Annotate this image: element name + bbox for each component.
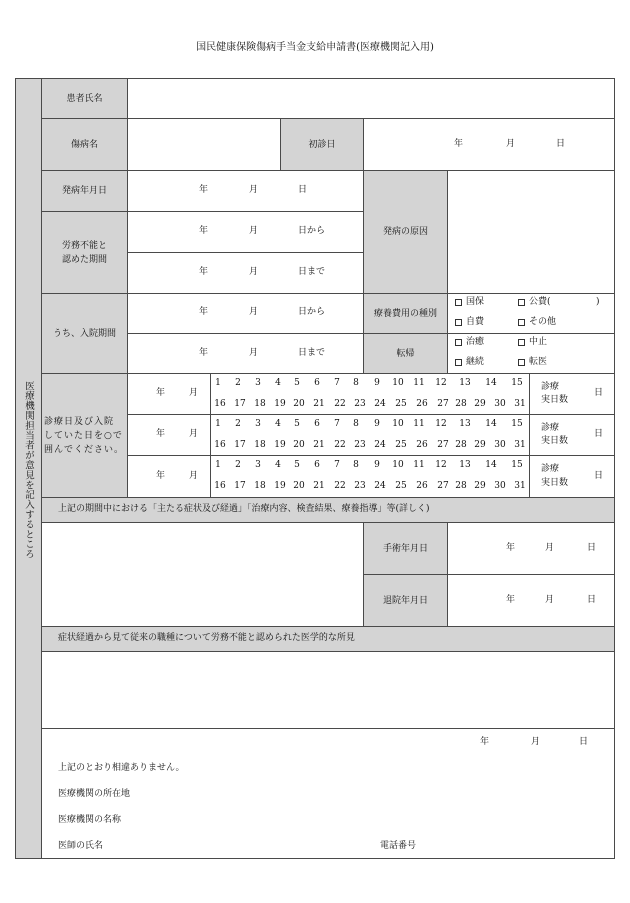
outcome-label-cell [363, 333, 448, 374]
institution-name-label: 医療機関の名称 [58, 815, 122, 825]
calendar-day[interactable]: 2 [235, 378, 241, 388]
calendar-day[interactable]: 28 [455, 399, 467, 409]
surgery-date-label-cell [363, 522, 448, 575]
calendar-day[interactable]: 31 [514, 481, 526, 491]
hospitalization-from-field[interactable] [127, 293, 364, 334]
calendar-day[interactable]: 16 [214, 399, 226, 409]
checkbox-icon[interactable] [455, 299, 462, 306]
calendar-day[interactable]: 27 [437, 399, 449, 409]
calendar-day[interactable]: 2 [235, 419, 241, 429]
incapacity-period-label-cell [41, 211, 128, 294]
calendar-day[interactable]: 3 [255, 419, 261, 429]
form-title: 国民健康保険傷病手当金支給申請書(医療機関記入用) [196, 42, 434, 53]
calendar-day[interactable]: 1 [215, 460, 221, 470]
calendar-day[interactable]: 12 [435, 378, 447, 388]
calendar-day[interactable]: 13 [459, 419, 471, 429]
calendar-day[interactable]: 19 [274, 399, 286, 409]
calendar-day[interactable]: 15 [511, 419, 523, 429]
expense-type-label: 療養費用の種別 [373, 308, 437, 319]
calendar-day[interactable]: 30 [494, 440, 506, 450]
hospitalization-from-year: 年 [199, 307, 209, 317]
calendar-day[interactable]: 18 [254, 440, 266, 450]
calendar-day[interactable]: 11 [413, 419, 425, 429]
checkbox-label: 中止 [529, 337, 548, 347]
patient-name-label: 患者氏名 [66, 93, 103, 104]
first-visit-month: 月 [506, 139, 516, 149]
checkbox-kokuho[interactable] [455, 297, 484, 307]
surgery-date-label: 手術年月日 [382, 543, 428, 554]
calendar-day[interactable]: 7 [334, 460, 340, 470]
calendar-day[interactable]: 19 [274, 440, 286, 450]
checkbox-icon[interactable] [455, 319, 462, 326]
checkbox-label: 国保 [466, 297, 485, 307]
calendar-day[interactable]: 21 [313, 399, 325, 409]
calendar-day[interactable]: 30 [494, 481, 506, 491]
disease-name-field[interactable] [127, 118, 281, 171]
calendar-month-field[interactable] [127, 373, 211, 415]
onset-cause-field[interactable] [447, 170, 615, 294]
calendar-day[interactable]: 27 [437, 481, 449, 491]
calendar-year-unit: 年 [156, 471, 166, 481]
calendar-day[interactable]: 10 [392, 419, 404, 429]
calendar-day[interactable]: 23 [354, 399, 366, 409]
surgery-year: 年 [506, 543, 516, 553]
discharge-month: 月 [545, 595, 555, 605]
calendar-year-unit: 年 [156, 429, 166, 439]
hospitalization-period-label-cell [41, 293, 128, 374]
calendar-day[interactable]: 8 [353, 419, 359, 429]
calendar-label-line-3: 囲んでください。 [44, 445, 125, 455]
calendar-day[interactable]: 5 [294, 419, 300, 429]
phone-number-label: 電話番号 [380, 841, 417, 851]
calendar-day[interactable]: 10 [392, 460, 404, 470]
incapacity-from-year: 年 [199, 226, 209, 236]
calendar-day[interactable]: 5 [294, 460, 300, 470]
first-visit-field[interactable] [363, 118, 615, 171]
calendar-day[interactable]: 23 [354, 481, 366, 491]
first-visit-day: 日 [556, 139, 566, 149]
calendar-day[interactable]: 21 [313, 481, 325, 491]
calendar-day[interactable]: 17 [234, 481, 246, 491]
checkbox-other[interactable] [518, 317, 556, 327]
calendar-day[interactable]: 14 [485, 419, 497, 429]
calendar-day[interactable]: 19 [274, 481, 286, 491]
checkbox-kouhi[interactable] [518, 297, 551, 307]
checkbox-label: 継続 [466, 357, 485, 367]
hospitalization-to-month: 月 [249, 348, 259, 358]
calendar-day[interactable]: 29 [474, 481, 486, 491]
incapacity-to-month: 月 [249, 267, 259, 277]
visit-count-label-line-1: 診療 [541, 464, 560, 474]
calendar-day[interactable]: 9 [374, 419, 380, 429]
disease-name-label-cell [41, 118, 128, 171]
first-visit-label: 初診日 [308, 139, 336, 150]
calendar-label-line-1: 診療日及び入院 [44, 417, 115, 427]
calendar-day[interactable]: 1 [215, 378, 221, 388]
outcome-label: 転帰 [396, 348, 415, 359]
incapacity-from-field[interactable] [127, 211, 364, 253]
calendar-day[interactable]: 31 [514, 440, 526, 450]
calendar-day[interactable]: 20 [293, 481, 305, 491]
checkbox-icon[interactable] [455, 339, 462, 346]
first-visit-label-cell [280, 118, 364, 171]
findings-heading: 症状経過から見て従来の職種について労務不能と認められた医学的な所見 [58, 633, 355, 643]
calendar-day[interactable]: 22 [334, 399, 346, 409]
visit-count-label-line-1: 診療 [541, 423, 560, 433]
onset-month: 月 [249, 185, 259, 195]
calendar-day[interactable]: 9 [374, 460, 380, 470]
calendar-day[interactable]: 24 [374, 399, 386, 409]
checkbox-cured[interactable] [455, 337, 484, 347]
calendar-day[interactable]: 8 [353, 378, 359, 388]
calendar-day[interactable]: 26 [416, 399, 428, 409]
onset-year: 年 [199, 185, 209, 195]
calendar-day[interactable]: 22 [334, 440, 346, 450]
calendar-label [44, 415, 124, 457]
calendar-day[interactable]: 17 [234, 399, 246, 409]
calendar-day[interactable]: 7 [334, 378, 340, 388]
hospitalization-from-day: 日から [298, 307, 326, 317]
hospitalization-from-month: 月 [249, 307, 259, 317]
checkbox-icon[interactable] [518, 299, 525, 306]
first-visit-year: 年 [454, 139, 464, 149]
calendar-day[interactable]: 30 [494, 399, 506, 409]
discharge-date-label: 退院年月日 [382, 595, 428, 606]
calendar-day[interactable]: 20 [293, 440, 305, 450]
onset-cause-label-cell [363, 170, 448, 294]
calendar-day[interactable]: 3 [255, 378, 261, 388]
checkbox-icon[interactable] [518, 339, 525, 346]
calendar-day[interactable]: 7 [334, 419, 340, 429]
onset-day: 日 [298, 185, 308, 195]
checkbox-icon[interactable] [518, 359, 525, 366]
calendar-day[interactable]: 5 [294, 378, 300, 388]
visit-count-label-line-2: 実日数 [541, 436, 569, 446]
discharge-date-label-cell [363, 574, 448, 627]
calendar-day[interactable]: 27 [437, 440, 449, 450]
visit-count-unit: 日 [594, 429, 604, 439]
calendar-day[interactable]: 20 [293, 399, 305, 409]
calendar-day[interactable]: 13 [459, 460, 471, 470]
calendar-day[interactable]: 4 [275, 419, 281, 429]
expense-type-label-cell [363, 293, 448, 334]
calendar-day[interactable]: 12 [435, 460, 447, 470]
calendar-day[interactable]: 11 [413, 460, 425, 470]
checkbox-continuing[interactable] [455, 357, 484, 367]
findings-field[interactable] [41, 651, 615, 729]
calendar-day[interactable]: 2 [235, 460, 241, 470]
calendar-month-field[interactable] [127, 455, 211, 498]
calendar-day[interactable]: 9 [374, 378, 380, 388]
kouhi-close-paren: ) [596, 297, 600, 307]
patient-name-field[interactable] [127, 78, 615, 119]
calendar-day[interactable]: 26 [416, 481, 428, 491]
incapacity-to-field[interactable] [127, 252, 364, 294]
calendar-day[interactable]: 28 [455, 440, 467, 450]
calendar-day[interactable]: 26 [416, 440, 428, 450]
calendar-day[interactable]: 24 [374, 440, 386, 450]
calendar-month-field[interactable] [127, 414, 211, 456]
calendar-label-line-2: していた日を○で [44, 431, 123, 441]
calendar-day[interactable]: 18 [254, 481, 266, 491]
calendar-day[interactable]: 15 [511, 378, 523, 388]
checkbox-label: 治癒 [466, 337, 485, 347]
calendar-day[interactable]: 25 [395, 481, 407, 491]
calendar-day[interactable]: 25 [395, 440, 407, 450]
calendar-day[interactable]: 6 [314, 460, 320, 470]
onset-date-label-cell [41, 170, 128, 212]
calendar-day[interactable]: 15 [511, 460, 523, 470]
symptoms-notes-field[interactable] [41, 522, 364, 627]
calendar-day[interactable]: 29 [474, 440, 486, 450]
calendar-day[interactable]: 25 [395, 399, 407, 409]
calendar-day[interactable]: 1 [215, 419, 221, 429]
side-label: 医療機関担当者が意見を記入するところ [23, 380, 34, 560]
checkbox-label: 転医 [529, 357, 548, 367]
symptoms-heading: 上記の期間中における「主たる症状及び経過」「治療内容、検査結果、療養指導」等(詳しく) [58, 504, 430, 514]
onset-date-label: 発病年月日 [61, 186, 107, 196]
checkbox-label: 自費 [466, 317, 485, 327]
calendar-day[interactable]: 29 [474, 399, 486, 409]
hospitalization-to-field[interactable] [127, 333, 364, 374]
checkbox-discontinued[interactable] [518, 337, 547, 347]
visit-count-label-line-1: 診療 [541, 382, 560, 392]
calendar-day[interactable]: 16 [214, 481, 226, 491]
onset-cause-label: 発病の原因 [382, 227, 428, 237]
incapacity-period-label-line-2: 認めた期間 [61, 254, 107, 265]
institution-address-label: 医療機関の所在地 [58, 789, 131, 799]
visit-count-unit: 日 [594, 388, 604, 398]
calendar-day[interactable]: 14 [485, 460, 497, 470]
disease-name-label: 傷病名 [70, 139, 98, 150]
calendar-day[interactable]: 24 [374, 481, 386, 491]
certification-day: 日 [579, 737, 589, 747]
calendar-day[interactable]: 16 [214, 440, 226, 450]
checkbox-transferred[interactable] [518, 357, 547, 367]
visit-count-unit: 日 [594, 471, 604, 481]
calendar-month-unit: 月 [189, 471, 199, 481]
hospitalization-to-year: 年 [199, 348, 209, 358]
certification-month: 月 [531, 737, 541, 747]
surgery-day: 日 [587, 543, 597, 553]
incapacity-from-month: 月 [249, 226, 259, 236]
calendar-day[interactable]: 28 [455, 481, 467, 491]
calendar-day[interactable]: 23 [354, 440, 366, 450]
calendar-day[interactable]: 12 [435, 419, 447, 429]
checkbox-label: その他 [529, 317, 557, 327]
hospitalization-period-label: うち、入院期間 [52, 328, 116, 339]
surgery-month: 月 [545, 543, 555, 553]
patient-name-label-cell [41, 78, 128, 119]
discharge-year: 年 [506, 595, 516, 605]
onset-date-field[interactable] [127, 170, 364, 212]
calendar-day[interactable]: 17 [234, 440, 246, 450]
calendar-month-unit: 月 [189, 429, 199, 439]
calendar-day[interactable]: 21 [313, 440, 325, 450]
calendar-day[interactable]: 6 [314, 419, 320, 429]
checkbox-icon[interactable] [518, 319, 525, 326]
calendar-day[interactable]: 22 [334, 481, 346, 491]
calendar-day[interactable]: 31 [514, 399, 526, 409]
calendar-day[interactable]: 4 [275, 378, 281, 388]
checkbox-icon[interactable] [455, 359, 462, 366]
calendar-day[interactable]: 11 [413, 378, 425, 388]
checkbox-jihi[interactable] [455, 317, 484, 327]
calendar-day[interactable]: 14 [485, 378, 497, 388]
calendar-year-unit: 年 [156, 388, 166, 398]
calendar-day[interactable]: 10 [392, 378, 404, 388]
hospitalization-to-day: 日まで [298, 348, 326, 358]
calendar-day[interactable]: 8 [353, 460, 359, 470]
calendar-day[interactable]: 6 [314, 378, 320, 388]
incapacity-to-year: 年 [199, 267, 209, 277]
doctor-name-label: 医師の氏名 [58, 841, 104, 851]
discharge-day: 日 [587, 595, 597, 605]
checkbox-label: 公費( [529, 297, 551, 307]
certification-year: 年 [480, 737, 490, 747]
calendar-day[interactable]: 13 [459, 378, 471, 388]
incapacity-from-day: 日から [298, 226, 326, 236]
calendar-day[interactable]: 18 [254, 399, 266, 409]
calendar-month-unit: 月 [189, 388, 199, 398]
certification-statement: 上記のとおり相違ありません。 [58, 763, 185, 773]
incapacity-period-label-line-1: 労務不能と [61, 240, 107, 251]
calendar-day[interactable]: 4 [275, 460, 281, 470]
calendar-day[interactable]: 3 [255, 460, 261, 470]
visit-count-label-line-2: 実日数 [541, 395, 569, 405]
visit-count-label-line-2: 実日数 [541, 478, 569, 488]
incapacity-to-day: 日まで [298, 267, 326, 277]
